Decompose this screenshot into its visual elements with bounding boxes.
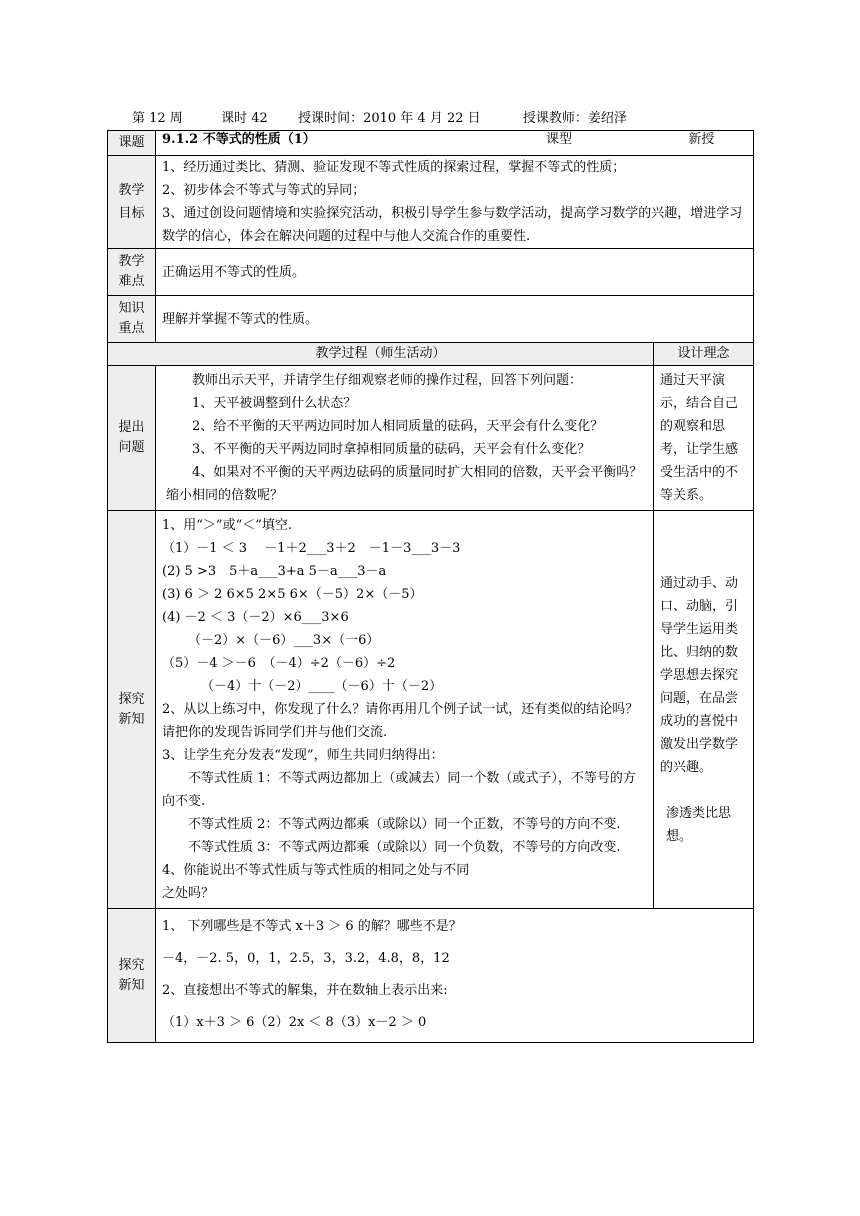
section-ask-label: 提出问题 <box>108 366 156 511</box>
goals-label: 教学目标 <box>108 156 156 249</box>
explore-line: 3、让学生充分发表“发现”，师生共同归纳得出： <box>162 748 444 763</box>
explore-line: （－2）×（－6）___3×（一6） <box>188 633 380 648</box>
goal-item: 3、通过创设问题情境和实验探究活动，积极引导学生参与数学活动，提高学习数学的兴趣，增进学习数学的信心，体会在解决问题的过程中与他人交流合作的重要性. <box>162 206 743 244</box>
explore-line: 2、从以上练习中，你发现了什么？请你再用几个例子试一试，还有类似的结论吗？请把你的发现告诉同学们并与他们交流. <box>162 702 639 740</box>
lesson-type-label: 课型 <box>546 132 573 147</box>
topic-label: 课题 <box>108 131 156 156</box>
property-2: 不等式性质 2：不等式两边都乘（或除以）同一个正数，不等号的方向不变. <box>188 817 621 832</box>
explore-line: (3) 6 ＞ 2 6×5 2×5 6×（－5）2×（－5） <box>162 587 423 602</box>
topic-row <box>108 131 754 156</box>
period-text: 课时 42 <box>221 111 268 126</box>
teacher-text: 授课教师：姜绍泽 <box>522 111 627 126</box>
key-text: 理解并掌握不等式的性质。 <box>156 296 754 343</box>
ask-line: 4、如果对不平衡的天平两边砝码的质量同时扩大相同的倍数，天平会平衡吗？缩小相同的倍数呢？ <box>166 465 643 503</box>
difficulty-label: 教学难点 <box>108 249 156 296</box>
section-ask-note: 通过天平演示，结合自己的观察和思考，让学生感受生活中的不等关系。 <box>654 366 754 511</box>
explore-line: （1）－1 ＜ 3 －1＋2___3＋2 －1－3___3－3 <box>162 541 461 556</box>
key-row <box>108 296 754 343</box>
difficulty-text: 正确运用不等式的性质。 <box>156 249 754 296</box>
lesson-type-value: 新授 <box>688 132 715 147</box>
ask-line: 3、不平衡的天平两边同时拿掉相同质量的砝码，天平会有什么变化？ <box>192 442 591 457</box>
ask-line: 教师出示天平，并请学生仔细观察老师的操作过程，回答下列问题： <box>192 373 583 388</box>
key-label: 知识重点 <box>108 296 156 343</box>
explore-note-2: 渗透类比思想。 <box>666 805 732 844</box>
explore-line: (2) 5 >3 5＋a___3+a 5－a___3－a <box>162 564 387 579</box>
section-explore2-row <box>108 909 754 1043</box>
time-text: 授课时间：2010 年 4 月 22 日 <box>298 111 481 126</box>
goal-item: 1、经历通过类比、猜测、验证发现不等式性质的探索过程，掌握不等式的性质； <box>162 160 626 175</box>
topic-cell <box>156 131 754 156</box>
ask-line: 1、天平被调整到什么状态？ <box>192 396 357 411</box>
process-header-row <box>108 343 754 366</box>
explore2-line: －4，－2. 5，0，1，2.5，3，3.2，4.8，8，12 <box>162 951 450 966</box>
section-explore-note <box>654 511 754 909</box>
goal-item: 2、初步体会不等式与等式的异同； <box>162 183 366 198</box>
section-explore-content <box>156 511 654 909</box>
explore2-line: 1、 下列哪些是不等式 x＋3 ＞ 6 的解？哪些不是？ <box>162 919 462 934</box>
explore-note-1: 通过动手、动口、动脑，引导学生运用类比、归纳的数学思想去探究问题，在品尝成功的喜悦中激发出学数学的兴趣。 <box>660 575 739 775</box>
section-ask-content <box>156 366 654 511</box>
ask-line: 2、给不平衡的天平两边同时加人相同质量的砝码，天平会有什么变化？ <box>192 419 604 434</box>
lesson-header <box>132 107 627 126</box>
explore-line: 1、用“＞”或“＜”填空. <box>162 518 292 533</box>
explore-line: 4、你能说出不等式性质与等式性质的相同之处与不同 <box>162 863 470 878</box>
explore2-line: （1）x＋3 ＞ 6（2）2x ＜ 8（3）x－2 ＞ 0 <box>162 1015 427 1030</box>
explore2-line: 2、直接想出不等式的解集，并在数轴上表示出来: <box>162 983 448 998</box>
section-explore2-content <box>156 909 754 1043</box>
explore-line: （5）－4 ＞－6 （－4）÷2（－6）÷2 <box>162 656 396 671</box>
section-explore-row <box>108 511 754 909</box>
difficulty-row <box>108 249 754 296</box>
property-3: 不等式性质 3：不等式两边都乘（或除以）同一个负数，不等号的方向改变. <box>188 840 621 855</box>
section-ask-row <box>108 366 754 511</box>
process-header: 教学过程（师生活动） <box>108 343 654 366</box>
goals-cell <box>156 156 754 249</box>
explore-line: 之处吗？ <box>162 886 215 901</box>
section-explore2-label: 探究新知 <box>108 909 156 1043</box>
goals-row <box>108 156 754 249</box>
design-header: 设计理念 <box>654 343 754 366</box>
lesson-plan-table <box>107 130 754 1043</box>
week-text: 第 12 周 <box>132 111 183 126</box>
property-1: 不等式性质 1：不等式两边都加上（或减去）同一个数（或式子），不等号的方向不变. <box>162 771 636 809</box>
explore-note-spacer <box>660 779 747 802</box>
section-explore-label: 探究新知 <box>108 511 156 909</box>
explore-line: （－4）十（－2）____（－6）十（－2） <box>201 679 443 694</box>
topic-title: 9.1.2 不等式的性质（1） <box>162 132 316 147</box>
explore-line: (4) －2 ＜ 3（－2）×6___3×6 <box>162 610 349 625</box>
